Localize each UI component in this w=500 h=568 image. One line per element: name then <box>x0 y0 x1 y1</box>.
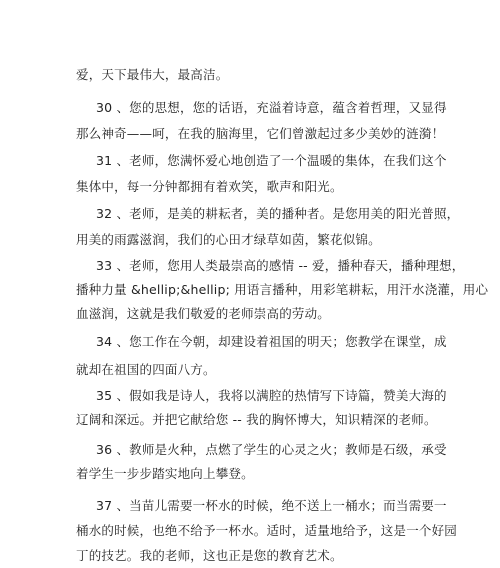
text-line: 集体中，每一分钟都拥有着欢笑，歌声和阳光。 <box>76 179 343 194</box>
paragraph-fragment <box>76 62 436 88</box>
paragraph-34 <box>76 328 447 384</box>
paragraph-36 <box>76 438 447 486</box>
paragraph-35 <box>76 384 447 432</box>
paragraph-37 <box>76 493 458 568</box>
text-line: 用美的雨露滋润，我们的心田才绿草如茵，繁花似锦。 <box>76 232 381 247</box>
text-line: 那么神奇——呵，在我的脑海里，它们曾激起过多少美妙的涟漪！ <box>76 126 445 141</box>
text-line: 36 、教师是火种，点燃了学生的心灵之火；教师是石级，承受 <box>96 442 447 457</box>
text-line: 着学生一步步踏实地向上攀登。 <box>76 466 254 481</box>
text-line: 爱，天下最伟大，最高洁。 <box>76 67 229 82</box>
text-line: 血滋润，这就是我们敬爱的老师崇高的劳动。 <box>76 306 331 321</box>
text-line: 播种力量 &hellip;&hellip; 用语言播种，用彩笔耕耘，用汗水浇灌，用心 <box>76 282 489 297</box>
paragraph-31 <box>76 148 447 200</box>
text-line: 33 、老师，您用人类最崇高的感情 -- 爱，播种春天，播种理想， <box>96 258 465 273</box>
text-line: 35 、假如我是诗人，我将以满腔的热情写下诗篇，赞美大海的 <box>96 388 447 403</box>
paragraph-33 <box>76 254 489 326</box>
text-line: 桶水的时候，也绝不给予一杯水。适时，适量地给予，这是一个好园 <box>76 523 458 538</box>
text-line: 31 、老师，您满怀爱心地创造了一个温暖的集体，在我们这个 <box>96 153 447 168</box>
text-line: 37 、当苗儿需要一杯水的时候，绝不送上一桶水；而当需要一 <box>96 498 447 513</box>
paragraph-32 <box>76 201 460 253</box>
text-line: 32 、老师，是美的耕耘者，美的播种者。是您用美的阳光普照， <box>96 206 460 221</box>
text-line: 就却在祖国的四面八方。 <box>76 362 216 377</box>
text-line: 30 、您的思想，您的话语，充溢着诗意，蕴含着哲理，又显得 <box>96 100 447 115</box>
text-line: 34 、您工作在今朝，却建设着祖国的明天；您教学在课堂，成 <box>96 334 447 349</box>
text-line: 辽阔和深远。并把它献给您 -- 我的胸怀博大，知识精深的老师。 <box>76 412 437 427</box>
text-line: 丁的技艺。我的老师，这也正是您的教育艺术。 <box>76 548 343 563</box>
paragraph-30 <box>76 95 447 147</box>
